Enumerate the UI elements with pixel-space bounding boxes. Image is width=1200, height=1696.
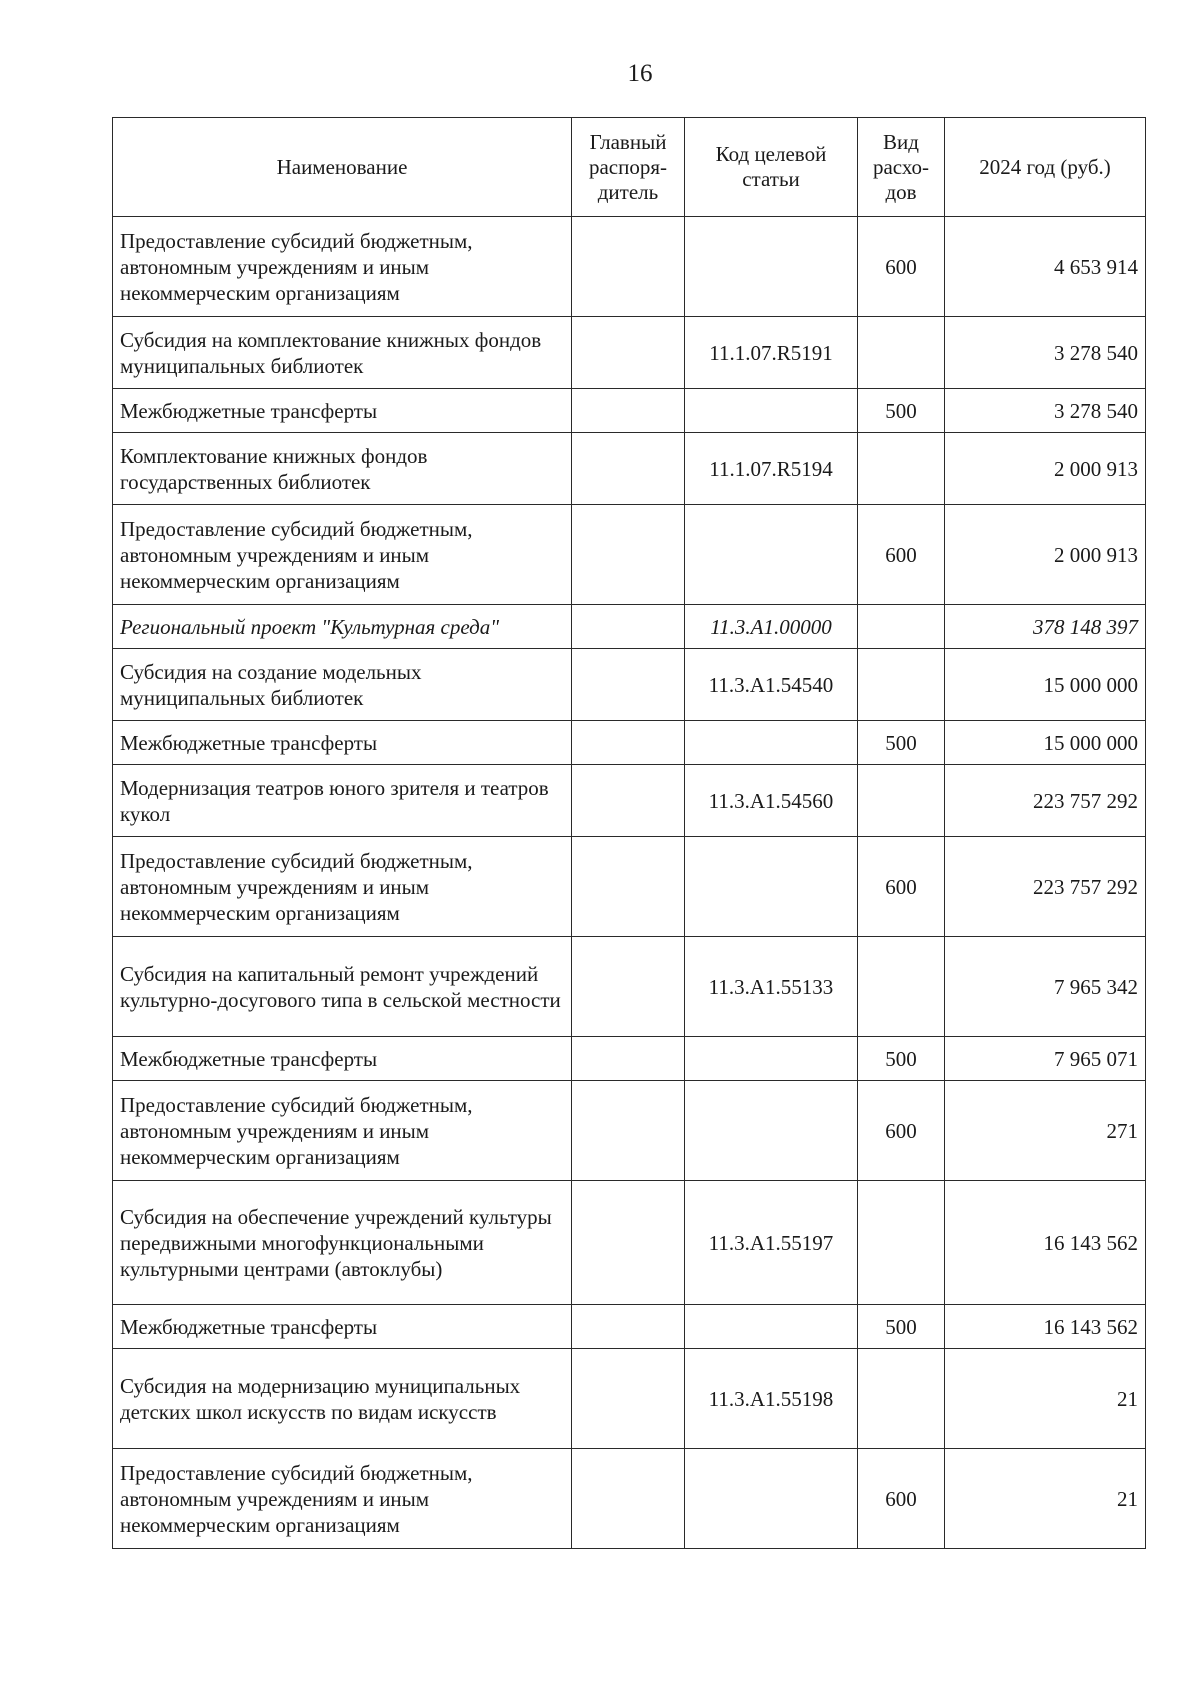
cell-expense-type (858, 317, 945, 389)
cell-expense-type (858, 649, 945, 721)
header-name: Наименование (113, 118, 572, 217)
cell-manager (572, 649, 685, 721)
cell-name: Модернизация театров юного зрителя и театров кукол (113, 765, 572, 837)
cell-expense-type: 600 (858, 217, 945, 317)
cell-manager (572, 1349, 685, 1449)
table-body (113, 217, 1146, 1549)
cell-expense-type: 500 (858, 389, 945, 433)
cell-name: Субсидия на капитальный ремонт учреждений культурно-досугового типа в сельской местности (113, 937, 572, 1037)
cell-expense-type (858, 1349, 945, 1449)
table-row (113, 1449, 1146, 1549)
cell-expense-type: 600 (858, 505, 945, 605)
cell-code (685, 1037, 858, 1081)
cell-manager (572, 217, 685, 317)
cell-expense-type: 600 (858, 837, 945, 937)
header-expense-type: Вид расхо-дов (858, 118, 945, 217)
cell-code (685, 505, 858, 605)
cell-code: 11.3.А1.54560 (685, 765, 858, 837)
cell-amount: 2 000 913 (945, 505, 1146, 605)
cell-manager (572, 389, 685, 433)
cell-manager (572, 317, 685, 389)
cell-amount: 7 965 071 (945, 1037, 1146, 1081)
cell-name: Предоставление субсидий бюджетным, автономным учреждениям и иным некоммерческим организациям (113, 837, 572, 937)
cell-amount: 223 757 292 (945, 837, 1146, 937)
cell-amount: 15 000 000 (945, 721, 1146, 765)
cell-manager (572, 1037, 685, 1081)
cell-code (685, 217, 858, 317)
cell-expense-type (858, 937, 945, 1037)
cell-name: Субсидия на создание модельных муниципальных библиотек (113, 649, 572, 721)
cell-amount: 21 (945, 1349, 1146, 1449)
cell-manager (572, 433, 685, 505)
cell-name: Субсидия на обеспечение учреждений культуры передвижными многофункциональными культурными центрами (автоклубы) (113, 1181, 572, 1305)
cell-expense-type: 500 (858, 1305, 945, 1349)
table-row (113, 837, 1146, 937)
cell-name: Предоставление субсидий бюджетным, автономным учреждениям и иным некоммерческим организациям (113, 1081, 572, 1181)
cell-amount: 3 278 540 (945, 317, 1146, 389)
table-row (113, 505, 1146, 605)
table-row (113, 217, 1146, 317)
cell-amount: 378 148 397 (945, 605, 1146, 649)
cell-amount: 271 (945, 1081, 1146, 1181)
cell-expense-type: 500 (858, 721, 945, 765)
cell-amount: 4 653 914 (945, 217, 1146, 317)
cell-name: Межбюджетные трансферты (113, 389, 572, 433)
header-amount: 2024 год (руб.) (945, 118, 1146, 217)
cell-name: Предоставление субсидий бюджетным, автономным учреждениям и иным некоммерческим организациям (113, 505, 572, 605)
table-row (113, 937, 1146, 1037)
cell-amount: 7 965 342 (945, 937, 1146, 1037)
cell-manager (572, 765, 685, 837)
cell-code: 11.3.А1.55198 (685, 1349, 858, 1449)
cell-manager (572, 1305, 685, 1349)
cell-code (685, 1081, 858, 1181)
cell-expense-type: 600 (858, 1081, 945, 1181)
cell-code: 11.1.07.R5194 (685, 433, 858, 505)
cell-code (685, 389, 858, 433)
header-code: Код целевой статьи (685, 118, 858, 217)
cell-expense-type (858, 433, 945, 505)
cell-name: Субсидия на модернизацию муниципальных детских школ искусств по видам искусств (113, 1349, 572, 1449)
cell-code (685, 837, 858, 937)
cell-expense-type (858, 1181, 945, 1305)
cell-code: 11.3.А1.55133 (685, 937, 858, 1037)
cell-code: 11.1.07.R5191 (685, 317, 858, 389)
cell-code (685, 721, 858, 765)
page-number: 16 (627, 60, 653, 87)
cell-name: Комплектование книжных фондов государственных библиотек (113, 433, 572, 505)
cell-amount: 21 (945, 1449, 1146, 1549)
table-row (113, 389, 1146, 433)
cell-name: Межбюджетные трансферты (113, 1305, 572, 1349)
cell-amount: 16 143 562 (945, 1305, 1146, 1349)
cell-name: Субсидия на комплектование книжных фондов муниципальных библиотек (113, 317, 572, 389)
cell-name: Предоставление субсидий бюджетным, автономным учреждениям и иным некоммерческим организациям (113, 1449, 572, 1549)
cell-manager (572, 721, 685, 765)
cell-manager (572, 937, 685, 1037)
table-row (113, 1181, 1146, 1305)
table-header-row (113, 118, 1146, 217)
cell-name: Межбюджетные трансферты (113, 721, 572, 765)
cell-manager (572, 837, 685, 937)
table-row (113, 605, 1146, 649)
cell-code: 11.3.А1.55197 (685, 1181, 858, 1305)
cell-code: 11.3.А1.00000 (685, 605, 858, 649)
table-row (113, 317, 1146, 389)
cell-name: Региональный проект "Культурная среда" (113, 605, 572, 649)
header-manager: Главный распоря-дитель (572, 118, 685, 217)
table-row (113, 1305, 1146, 1349)
cell-amount: 2 000 913 (945, 433, 1146, 505)
cell-code (685, 1305, 858, 1349)
table-row (113, 1349, 1146, 1449)
cell-expense-type: 600 (858, 1449, 945, 1549)
cell-amount: 223 757 292 (945, 765, 1146, 837)
cell-expense-type (858, 605, 945, 649)
cell-amount: 3 278 540 (945, 389, 1146, 433)
table-row (113, 433, 1146, 505)
cell-code (685, 1449, 858, 1549)
budget-table (112, 117, 1146, 1549)
cell-manager (572, 605, 685, 649)
cell-manager (572, 1181, 685, 1305)
cell-name: Межбюджетные трансферты (113, 1037, 572, 1081)
cell-name: Предоставление субсидий бюджетным, автономным учреждениям и иным некоммерческим организациям (113, 217, 572, 317)
table-row (113, 1081, 1146, 1181)
cell-amount: 15 000 000 (945, 649, 1146, 721)
cell-expense-type: 500 (858, 1037, 945, 1081)
table-row (113, 1037, 1146, 1081)
table-row (113, 721, 1146, 765)
cell-manager (572, 505, 685, 605)
table-row (113, 765, 1146, 837)
cell-expense-type (858, 765, 945, 837)
cell-code: 11.3.А1.54540 (685, 649, 858, 721)
cell-amount: 16 143 562 (945, 1181, 1146, 1305)
cell-manager (572, 1449, 685, 1549)
table-row (113, 649, 1146, 721)
cell-manager (572, 1081, 685, 1181)
